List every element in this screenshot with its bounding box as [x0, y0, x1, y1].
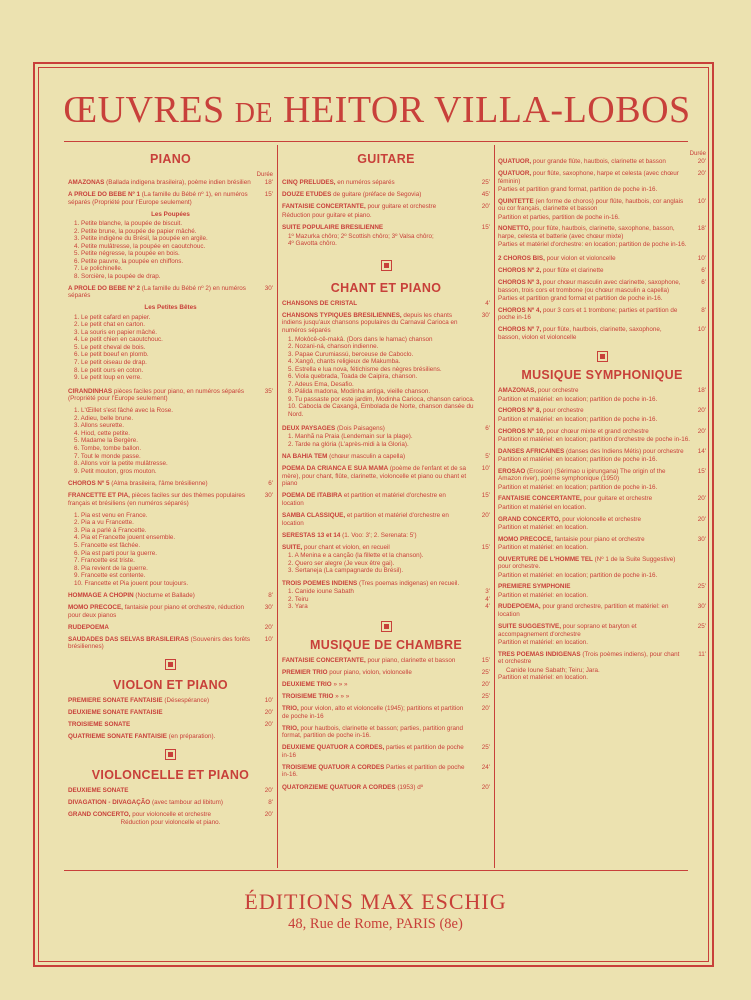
- entry-trio-vents: TRIO, pour hautbois, clarinette et basson; parties, partition grand format, partition de poche in-16.: [282, 724, 463, 740]
- list-item: 8. Pia revient de la guerre.: [74, 564, 148, 572]
- entry-quatuor-harpe: QUATUOR, pour flûte, saxophone, harpe et celesta (avec chœur féminin) 20': [498, 170, 706, 185]
- list-suite-chant: [282, 552, 490, 575]
- list-item: 10. Francette et Pia jouent pour toujours.: [74, 579, 189, 587]
- section-musique-symphonique: MUSIQUE SYMPHONIQUE: [521, 368, 683, 383]
- poem-name: 1. Canide ioune Sabath: [288, 588, 354, 596]
- note-grand-concerto: Partition et matériel: en location.: [498, 524, 588, 532]
- entry-choros5: CHOROS Nº 5 (Alma brasileira, l'âme brésilienne) 6': [68, 480, 273, 488]
- entry-premier-trio: PREMIER TRIO pour piano, violon, violoncelle 25': [282, 669, 490, 677]
- entry-cello-sonate: DEUXIEME SONATE 20': [68, 786, 273, 794]
- list-cirandinhas: [68, 407, 273, 475]
- poem-duration: 4': [485, 603, 490, 611]
- list-item: 2. Quero ser alegre (Je veux être gai).: [288, 559, 395, 567]
- section-violoncelle-piano: VIOLONCELLE ET PIANO: [91, 767, 250, 782]
- entry-choros4: CHOROS Nº 4, pour 3 cors et 1 trombone; parties et partition de poche in-16 8': [498, 306, 706, 322]
- entry-momo: MOMO PRECOCE, fantaisie pour piano et orchestre, réduction pour deux pianos 30': [68, 604, 273, 619]
- entry-fantaisie-concertante: FANTAISIE CONCERTANTE, pour piano, clarinette et basson 15': [282, 656, 490, 664]
- entry-poema-crianca: POEMA DA CRIANCA E SUA MAMA (poème de l'enfant et de sa mère), pour chant, flûte, clarinette, violoncelle et piano ou chant et piano 10': [282, 465, 490, 488]
- duree-label: Durée: [256, 172, 273, 178]
- column-guitare-chant: [282, 150, 490, 796]
- entry-grand-concerto: GRAND CONCERTO, pour violoncelle et orchestre 20': [68, 810, 273, 818]
- list-trois-poemes: [282, 588, 490, 611]
- entry-rudepoema-orch: RUDEPOEMA, pour grand orchestre, partition et matériel: en location 30': [498, 603, 706, 618]
- list-item: 4. Xangô, chants religieux de Makumba.: [288, 358, 401, 366]
- section-chant-piano: CHANT ET PIANO: [330, 280, 442, 295]
- entry-quatuor2: DEUXIEME QUATUOR A CORDES, parties et partition de poche in-16 25': [282, 744, 490, 759]
- entry-samba: SAMBA CLASSIQUE, et partition et matériel d'orchestre en location 20': [282, 511, 490, 527]
- column-divider-1: [277, 145, 278, 868]
- ornament: [381, 260, 392, 271]
- note-choros3: Parties et partition grand format et partition de poche in-16.: [498, 295, 663, 303]
- entry-deux-paysages: DEUX PAYSAGES (Dois Paisagens) 6': [282, 424, 490, 432]
- list-item: 3. Allons seurette.: [74, 422, 125, 430]
- list-betes: [68, 314, 273, 382]
- entry-erosao: EROSAO (Erosion) (Sérimao u ipirungana) The origin of the Amazon river), poème symphonique (1950) 15': [498, 467, 706, 483]
- list-item: 9. Petit mouton, gros mouton.: [74, 467, 157, 475]
- entry-momo-orch: MOMO PRECOCE, fantaisie pour piano et orchestre 30': [498, 535, 706, 543]
- entry-preludes: CINQ PRELUDES, en numéros séparés 25': [282, 179, 490, 186]
- list-item: 3. Pia a parlé à Francette.: [74, 526, 147, 534]
- entry-hommage: HOMMAGE A CHOPIN (Nocturne et Ballade) 8': [68, 592, 273, 600]
- entry-choros7: CHOROS Nº 7, pour flûte, hautbois, clarinette, saxophone, basson, violon et violoncelle 10': [498, 326, 706, 341]
- list-item: 8. Sorcière, la poupée de drap.: [74, 273, 161, 281]
- column-chambre-symphonique: [498, 150, 706, 682]
- ornament: [381, 621, 392, 632]
- list-item: 5. Francette est fâchée.: [74, 541, 141, 549]
- list-item: [282, 596, 490, 604]
- entry-ouverture: OUVERTURE DE L'HOMME TEL (Nº 1 de la Suite Suggestive) pour orchestre.: [498, 555, 676, 571]
- list-item: 8. Allons voir la petite mulâtresse.: [74, 460, 168, 468]
- entry-danses-africaines: DANSES AFRICAINES (danses des Indiens Métis) pour orchestre 14': [498, 447, 706, 455]
- list-item: 4. Le petit chien en caoutchouc.: [74, 336, 163, 344]
- section-piano: PIANO: [149, 152, 192, 166]
- entry-suite-populaire: SUITE POPULAIRE BRESILIENNE 15': [282, 224, 490, 232]
- note-tres-poemas-titles: Canide Ioune Sabath; Teiru; Jara.: [506, 666, 600, 674]
- entry-divagation: DIVAGATION - DIVAGAÇÃO (avec tambour ad libitum) 8': [68, 798, 273, 806]
- list-item: 10. Cabocla de Caxangá, Embolada de Norte, chanson dansée du Nord.: [288, 403, 474, 418]
- footer-rule: [64, 870, 688, 871]
- list-item: 4. Pia et Francette jouent ensemble.: [74, 534, 176, 542]
- list-item: [282, 603, 490, 611]
- entry-choros8: CHOROS Nº 8, pour orchestre 20': [498, 407, 706, 415]
- list-item: 6. Le petit boeuf en plomb.: [74, 351, 149, 359]
- note-momo: Partition et matériel: en location.: [498, 544, 588, 552]
- list-item: 7. Adeus Ema, Desafio.: [288, 380, 354, 388]
- entry-quatuor3: TROISIEME QUATUOR A CORDES Parties et partition de poche in-16. 24': [282, 763, 490, 779]
- entry-chansons-typiques: CHANSONS TYPIQUES BRESILIENNES, depuis les chants indiens jusqu'aux chansons populaires du Carnaval Carioca en numéros séparés 30': [282, 311, 490, 334]
- list-item: 7. Le petit oiseau de drap.: [74, 358, 147, 366]
- entry-rudepoema: RUDEPOEMA 20': [68, 623, 273, 631]
- section-violon-piano: VIOLON ET PIANO: [113, 678, 228, 693]
- list-item: 5. Madame la Bergère.: [74, 437, 139, 445]
- column-piano: [68, 150, 273, 827]
- note-danses: Partition et matériel: en location; partition de poche in-16.: [498, 456, 658, 464]
- list-item: 4º Gavotta chôro.: [288, 240, 337, 248]
- entry-serestas: SERESTAS 13 et 14 (1. Voo: 3'; 2. Serenata: 5'): [282, 531, 417, 539]
- entry-quatuor14: QUATORZIEME QUATUOR A CORDES (1953) dº 20': [282, 783, 490, 791]
- title-rule: [64, 141, 688, 142]
- list-item: 6. Petite pauvre, la poupée en chiffons.: [74, 257, 184, 265]
- entry-poema-itabira: POEMA DE ITABIRA et partition et matériel d'orchestre en location 15': [282, 492, 490, 507]
- list-item: 4. Hiod, cette petite.: [74, 429, 131, 437]
- entry-saudades: SAUDADES DAS SELVAS BRASILEIRAS (Souvenirs des forêts brésiliennes) 10': [68, 635, 273, 651]
- note-amazonas: Partition et matériel: en location; partition de poche in-16.: [498, 395, 658, 403]
- page-title: [52, 88, 702, 132]
- note-choros8: Partition et matériel: en location; partition de poche in-16.: [498, 416, 658, 424]
- entry-cirandinhas: CIRANDINHAS pièces faciles pour piano, en numéros séparés (Propriété pour l'Europe seulement) 35': [68, 387, 273, 403]
- ornament: [165, 749, 176, 760]
- list-item: 1. Manhã na Praia (Lendemain sur la plage).: [288, 433, 413, 441]
- entry-fantaisie-guitare: FANTAISIE CONCERTANTE, pour guitare et orchestre 20': [282, 203, 490, 211]
- list-item: 9. Le petit loup en verre.: [74, 374, 142, 382]
- title-composer: HEITOR VILLA-LOBOS: [283, 89, 691, 131]
- list-poupees: [68, 220, 273, 280]
- publisher-name: ÉDITIONS MAX ESCHIG: [244, 889, 507, 914]
- list-item: 2. Pia a vu Francette.: [74, 519, 134, 527]
- entry-prole1: A PROLE DO BEBE Nº 1 (La famille du Bébé nº 1), en numéros séparés (Propriété pour l'Europe seulement) 15': [68, 191, 273, 206]
- subheading-betes: Les Petites Bêtes: [144, 304, 197, 312]
- entry-sonate4: QUATRIEME SONATE FANTAISIE (en préparation).: [68, 733, 216, 741]
- list-item: 2. Tarde na glória (L'après-midi à la Gloria).: [288, 440, 409, 448]
- list-item: 7. Le polichinelle.: [74, 265, 123, 273]
- entry-nonetto: NONETTO, pour flûte, hautbois, clarinette, saxophone, basson, harpe, celesta et batterie (avec chœur mixte) 18': [498, 225, 706, 240]
- entry-na-bahia: NA BAHIA TEM (chœur masculin a capella) 5': [282, 453, 490, 461]
- list-item: 9. Francette est contente.: [74, 572, 146, 580]
- publisher-address: 48, Rue de Rome, PARIS (8e): [288, 916, 463, 932]
- entry-trois-poemes: TROIS POEMES INDIENS (Tres poemas indigenas) en recueil.: [282, 579, 460, 587]
- note-symphonie: Partition et matériel: en location.: [498, 591, 588, 599]
- list-item: 7. Tout le monde passe.: [74, 452, 141, 460]
- entry-quintette: QUINTETTE (en forme de choros) pour flûte, hautbois, cor anglais ou cor français, clarinette et basson 10': [498, 197, 706, 213]
- list-item: 5. Le petit cheval de bois.: [74, 343, 146, 351]
- list-item: 2. Adieu, belle brune.: [74, 414, 134, 422]
- note-erosao: Partition et matériel: en location; partition de poche in-16.: [498, 483, 658, 491]
- list-francette: [68, 512, 273, 587]
- list-deux-paysages: [282, 433, 490, 448]
- entry-amazonas: AMAZONAS (Ballada indigena brasileira), poème indien brésilien 18': [68, 179, 273, 186]
- entry-grand-concerto-orch: GRAND CONCERTO, pour violoncelle et orchestre 20': [498, 515, 706, 523]
- list-item: 3. Petite indigène du Brésil, la poupée en argile.: [74, 235, 208, 243]
- list-item: 7. Francette est triste.: [74, 557, 135, 565]
- poem-duration: 3': [485, 588, 490, 596]
- duree-label: Durée: [689, 151, 706, 157]
- list-item: 1. L'Œillet s'est fâché avec la Rose.: [74, 407, 174, 415]
- entry-deuxieme-trio: DEUXIEME TRIO » » » 20': [282, 681, 490, 689]
- entry-sonate1: PREMIERE SONATE FANTAISIE (Désespérance) 10': [68, 697, 273, 705]
- list-item: 1. Petite blanche, la poupée de biscuit.: [74, 220, 183, 228]
- poem-name: 2. Teiru: [288, 595, 309, 603]
- list-item: 1º Mazurka chôro; 2º Scottish chôro; 3º Valsa chôro;: [288, 232, 434, 240]
- entry-choros3: CHOROS Nº 3, pour chœur masculin avec clarinette, saxophone, basson, trois cors et trombone (ou chœur masculin a capella) 6': [498, 279, 706, 294]
- list-item: 3. Papae Curumiassú, berceuse de Caboclo.: [288, 350, 414, 358]
- entry-etudes: DOUZE ETUDES de guitare (préface de Segovia) 45': [282, 191, 490, 199]
- list-item: [282, 588, 490, 596]
- title-oeuvres: ŒUVRES: [63, 89, 225, 131]
- list-item: 4. Petite mulâtresse, la poupée en caoutchouc.: [74, 242, 206, 250]
- entry-2-choros-bis: 2 CHOROS BIS, pour violon et violoncelle 10': [498, 254, 706, 262]
- list-item: 2. Petite brune, la poupée de papier mâché.: [74, 227, 197, 235]
- note-choros10: Partition et matériel: en location; partition d'orchestre de poche in-16.: [498, 436, 690, 444]
- note-tres-poemas: Partition et matériel: en location.: [498, 674, 588, 682]
- entry-premiere-symphonie: PREMIERE SYMPHONIE 25': [498, 583, 706, 591]
- entry-cristal: CHANSONS DE CRISTAL 4': [282, 299, 490, 307]
- list-item: 1. Le petit cafard en papier.: [74, 313, 151, 321]
- entry-sonate2: DEUXIEME SONATE FANTAISIE 20': [68, 709, 273, 717]
- column-divider-2: [494, 145, 495, 868]
- list-item: 3. La souris en papier mâché.: [74, 328, 157, 336]
- entry-amazonas-orch: AMAZONAS, pour orchestre 18': [498, 387, 706, 395]
- subheading-poupees: Les Poupées: [151, 210, 190, 218]
- entry-prole2: A PROLE DO BEBE Nº 2 (La famille du Bébé nº 2) en numéros séparés 30': [68, 284, 273, 300]
- list-item: 1. Pia est venu en France.: [74, 511, 148, 519]
- note-quintette: Partition et parties, partition de poche in-16.: [498, 213, 620, 221]
- reduction-guitare: Réduction pour guitare et piano.: [282, 211, 372, 219]
- list-item: 9. Tu passaste por este jardim, Modinha Carioca, chanson carioca.: [288, 395, 475, 403]
- poem-duration: 4': [485, 595, 490, 603]
- list-item: 6. Tombe, tombe ballon.: [74, 444, 142, 452]
- entry-sonate3: TROISIEME SONATE 20': [68, 721, 273, 729]
- entry-francette: FRANCETTE ET PIA, pièces faciles sur des thèmes populaires français et brésiliens (en numéros séparés) 30': [68, 492, 273, 507]
- list-item: 2. Nozani-ná, chanson indienne.: [288, 343, 379, 351]
- entry-choros10: CHOROS Nº 10, pour chœur mixte et grand orchestre 20': [498, 427, 706, 435]
- note-suite-suggestive: Partition et matériel: en location.: [498, 639, 588, 647]
- note-fantaisie: Partition et matériel en location.: [498, 503, 587, 511]
- list-chansons-typiques: [282, 336, 490, 419]
- note-ouverture: Partition et matériel: en location; partition de poche in-16.: [498, 571, 658, 579]
- list-item: 3. Sertaneja (La campagnarde du Brésil).: [288, 567, 404, 575]
- entry-choros2: CHOROS Nº 2, pour flûte et clarinette 6': [498, 267, 706, 275]
- list-item: 5. Estrella e lua nova, fétichisme des nègres brésiliens.: [288, 365, 442, 373]
- list-item: 1. A Menina e a canção (la fillette et la chanson).: [288, 552, 424, 560]
- entry-fantaisie-orch: FANTAISIE CONCERTANTE, pour guitare et orchestre 20': [498, 495, 706, 503]
- ornament: [165, 659, 176, 670]
- entry-suite-suggestive: SUITE SUGGESTIVE, pour soprano et baryton et accompagnement d'orchestre 25': [498, 623, 706, 638]
- list-item: 6. Pia est parti pour la guerre.: [74, 549, 157, 557]
- section-guitare: GUITARE: [357, 152, 415, 166]
- poem-name: 3. Yara: [288, 603, 308, 611]
- entry-tres-poemas: TRES POEMAS INDIGENAS (Trois poèmes indiens), pour chant et orchestre 11': [498, 650, 706, 666]
- entry-suite-chant: SUITE, pour chant et violon, en recueil 15': [282, 543, 490, 551]
- title-de: DE: [234, 98, 274, 129]
- entry-quatuor-vents: QUATUOR, pour grande flûte, hautbois, clarinette et basson 20': [498, 158, 706, 165]
- entry-trio-cordes: TRIO, pour violon, alto et violoncelle (1945); partitions et partition de poche in-16 20': [282, 705, 490, 720]
- list-item: 6. Viola quebrada, Toada de Caipira, chanson.: [288, 373, 418, 381]
- section-musique-chambre: MUSIQUE DE CHAMBRE: [310, 637, 462, 652]
- reduction-note: Réduction pour violoncelle et piano.: [120, 819, 221, 827]
- ornament: [597, 351, 608, 362]
- note-nonetto: Parties et matériel d'orchestre: en location; partition de poche in-16.: [498, 241, 687, 249]
- list-item: 1. Mokôcê-cê-makâ. (Dors dans le hamac) chanson: [288, 335, 433, 343]
- list-item: 5. Petite négresse, la poupée en bois.: [74, 250, 180, 258]
- note-quatuor-harpe: Parties et partition grand format, partition de poche in-16.: [498, 186, 658, 194]
- list-suite-populaire: [282, 233, 490, 248]
- entry-troisieme-trio: TROISIEME TRIO » » » 25': [282, 693, 490, 701]
- list-item: 2. Le petit chat en carton.: [74, 321, 146, 329]
- list-item: 8. Pálida madona, Modinha antiga, vieille chanson.: [288, 388, 431, 396]
- list-item: 8. Le petit ours en coton.: [74, 366, 144, 374]
